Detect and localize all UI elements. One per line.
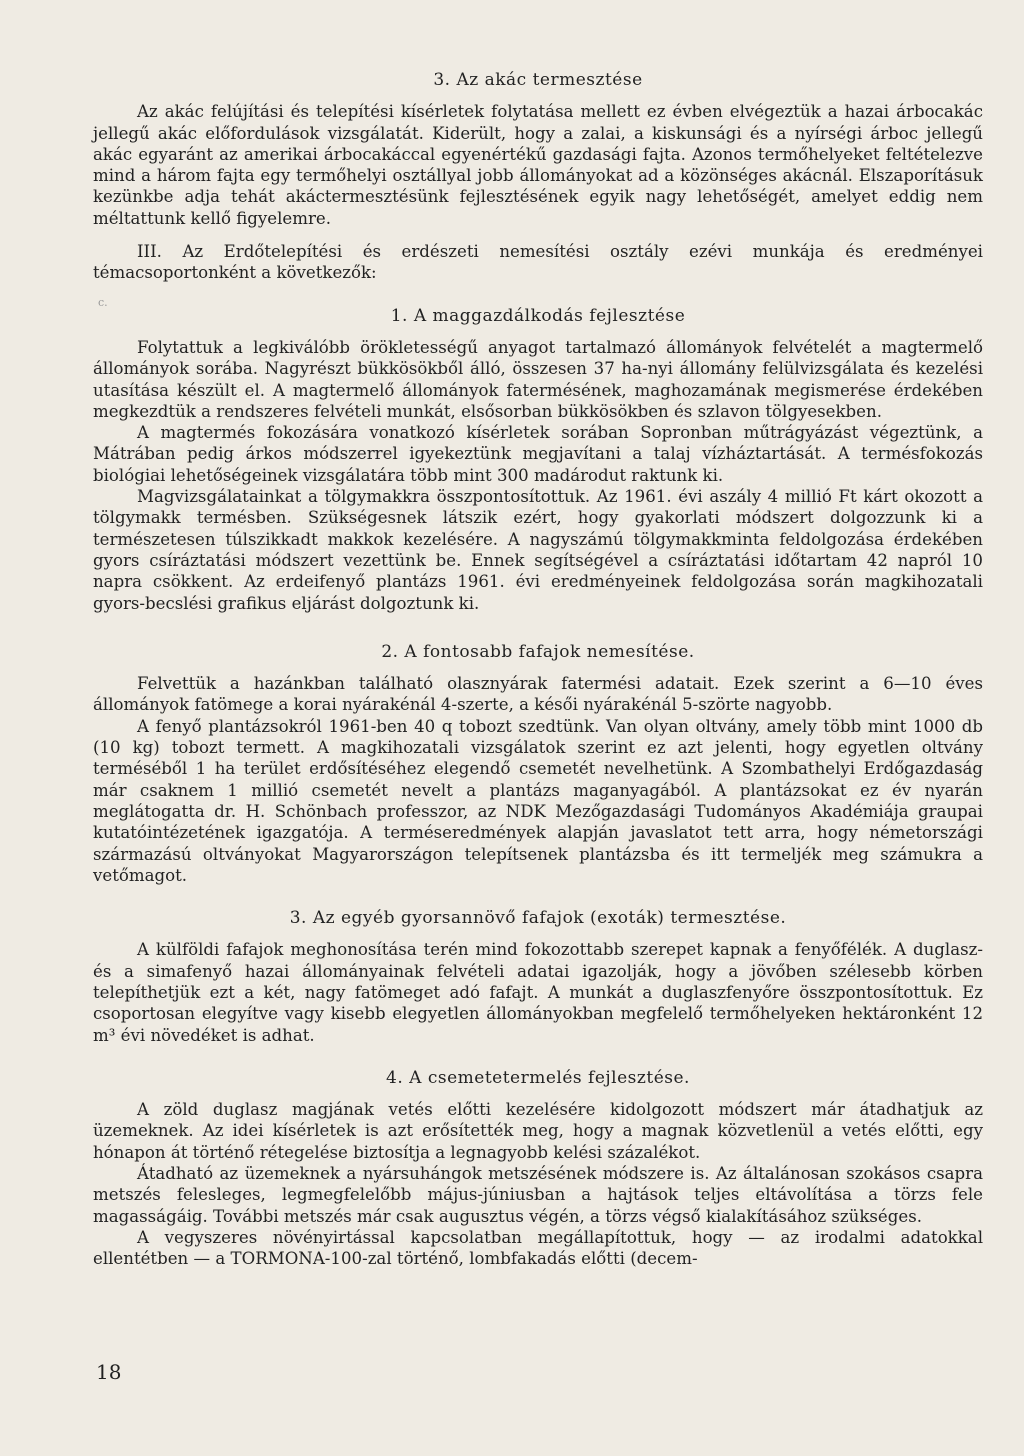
paragraph-m1b: A magtermés fokozására vonatkozó kísérletek sorában Sopronban műtrágyázást végeztünk, a Mátrában pedig árkos módszerrel igyekeztünk megjavítani a talaj vízháztartását. A termésfokozás biológiai lehetőségeinek vizsgálatára több mint 300 madárodut raktunk ki. (93, 423, 983, 485)
text-column (93, 70, 983, 1270)
heading-csemetetermeles: 4. A csemetetermelés fejlesztése. (386, 1067, 690, 1088)
paragraph-m4b: Átadható az üzemeknek a nyársuhángok metszésének módszere is. Az általánosan szokásos csapra metszés felesleges, legmegfelelőbb május-júniusban a hajtások teljes eltávolítása a törzs fele magasságáig. További metszés már csak augusztus végén, a törzs végső kialakításához szükséges. (93, 1164, 983, 1226)
paragraph-m1c: Magvizsgálatainkat a tölgymakkra összpontosítottuk. Az 1961. évi aszály 4 millió Ft kárt okozott a tölgymakk termésben. Szükségesnek látszik ezért, hogy gyakorlati módszert dolgozzunk ki a természetesen túlszikkadt makkok kezelésére. A nagyszámú tölgymakkminta feldolgozása érdekében gyors csíráztatási módszert vezettünk be. Ennek segítségével a csíráztatási időtartam 42 napról 10 napra csökkent. Az erdeifenyő plantázs 1961. évi eredményeinek feldolgozása során magkihozatali gyors-becslési grafikus eljárást dolgoztunk ki. (93, 487, 983, 613)
paragraph-m1a: Folytattuk a legkiválóbb örökletességű anyagot tartalmazó állományok felvételét a magtermelő állományok sorába. Nagyrészt bükkösökből álló, összesen 37 ha-nyi állomány felülvizsgálata és kezelési utasítása készült el. A magtermelő állományok fatermésének, maghozamának megismerése érdekében megkezdtük a rendszeres felvételi munkát, elsősorban bükkösökben és szlavon tölgyesekben. (93, 337, 983, 421)
paragraph-akac: Az akác felújítási és telepítési kísérletek folytatása mellett ez évben elvégeztük a hazai árbocakác jellegű akác előfordulások vizsgálatát. Kiderült, hogy a zalai, a kiskunsági és a nyírségi árboc jellegű akác egyaránt az amerikai árbocakáccal egyenértékű gazdasági fajta. Azonos termőhelyeket feltételezve mind a három fajta egy termőhelyi osztállyal jobb állományokat ad a közönséges akácnál. Elszaporításuk kezünkbe adja tehát akáctermesztésünk fejlesztésének egyik nagy lehetőségét, amelyet eddig nem méltattunk kellő figyelemre. (93, 102, 983, 228)
heading-exotak: 3. Az egyéb gyorsannövő fafajok (exoták) termesztése. (289, 908, 787, 929)
page-number: 18 (96, 1360, 122, 1384)
heading-maggazdalkodas: 1. A maggazdálkodás fejlesztése (390, 305, 686, 326)
margin-mark: c. (98, 296, 108, 309)
heading-fafajok-nemesitese: 2. A fontosabb fafajok nemesítése. (381, 641, 695, 662)
paragraph-m4c: A vegyszeres növényirtással kapcsolatban megállapítottuk, hogy — az irodalmi adatokkal ellentétben — a TORMONA-100-zal történő, lombfakadás előtti (decem- (93, 1227, 983, 1269)
paragraph-m3a: A külföldi fafajok meghonosítása terén mind fokozottabb szerepet kapnak a fenyőfélék. A duglasz- és a simafenyő hazai állományainak felvételi adatai igazolják, hogy a jövőben szélesebb körben telepíthetjük ezt a két, nagy fatömeget adó fafajt. A munkát a duglaszfenyőre összpontosítottuk. Ez csoportosan elegyítve vagy kisebb elegyetlen állományokban megfelelő termőhelyeken hektáronként 12 m³ évi növedéket is adhat. (93, 940, 983, 1045)
paragraph-m2a: Felvettük a hazánkban található olasznyárak fatermési adatait. Ezek szerint a 6—10 éves állományok fatömege a korai nyárakénál 4-szerte, a késői nyárakénál 5-szörte nagyobb. (93, 674, 983, 715)
paragraph-m4a: A zöld duglasz magjának vetés előtti kezelésére kidolgozott módszert már átadhatjuk az üzemeknek. Az idei kísérletek is azt erősítették meg, hogy a magnak közvetlenül a vetés előtti, egy hónapon át történő rétegelése biztosítja a legnagyobb kelési százalékot. (93, 1100, 983, 1162)
paragraph-m2b: A fenyő plantázsokról 1961-ben 40 q tobozt szedtünk. Van olyan oltvány, amely több mint 1000 db (10 kg) tobozt termett. A magkihozatali vizsgálatok szerint ez azt jelenti, hogy egyetlen oltvány terméséből 1 ha terület erdősítéséhez elegendő csemetét nevelhetünk. A Szombathelyi Erdőgazdaság már csaknem 1 millió csemetét nevelt a plantázs maganyagából. A plantázsokat ez év nyarán meglátogatta dr. H. Schönbach professzor, az NDK Mezőgazdasági Tudományos Akadémiája graupai kutatóintézetének igazgatója. A terméseredmények alapján javaslatot tett arra, hogy németországi származású oltványokat Magyarországon telepítsenek plantázsba és itt termeljék meg számukra a vetőmagot. (93, 716, 983, 885)
section-iii-intro: III. Az Erdőtelepítési és erdészeti nemesítési osztály ezévi munkája és eredményei témacsoportonként a következők: (93, 242, 983, 283)
heading-akac: 3. Az akác termesztése (433, 70, 643, 90)
